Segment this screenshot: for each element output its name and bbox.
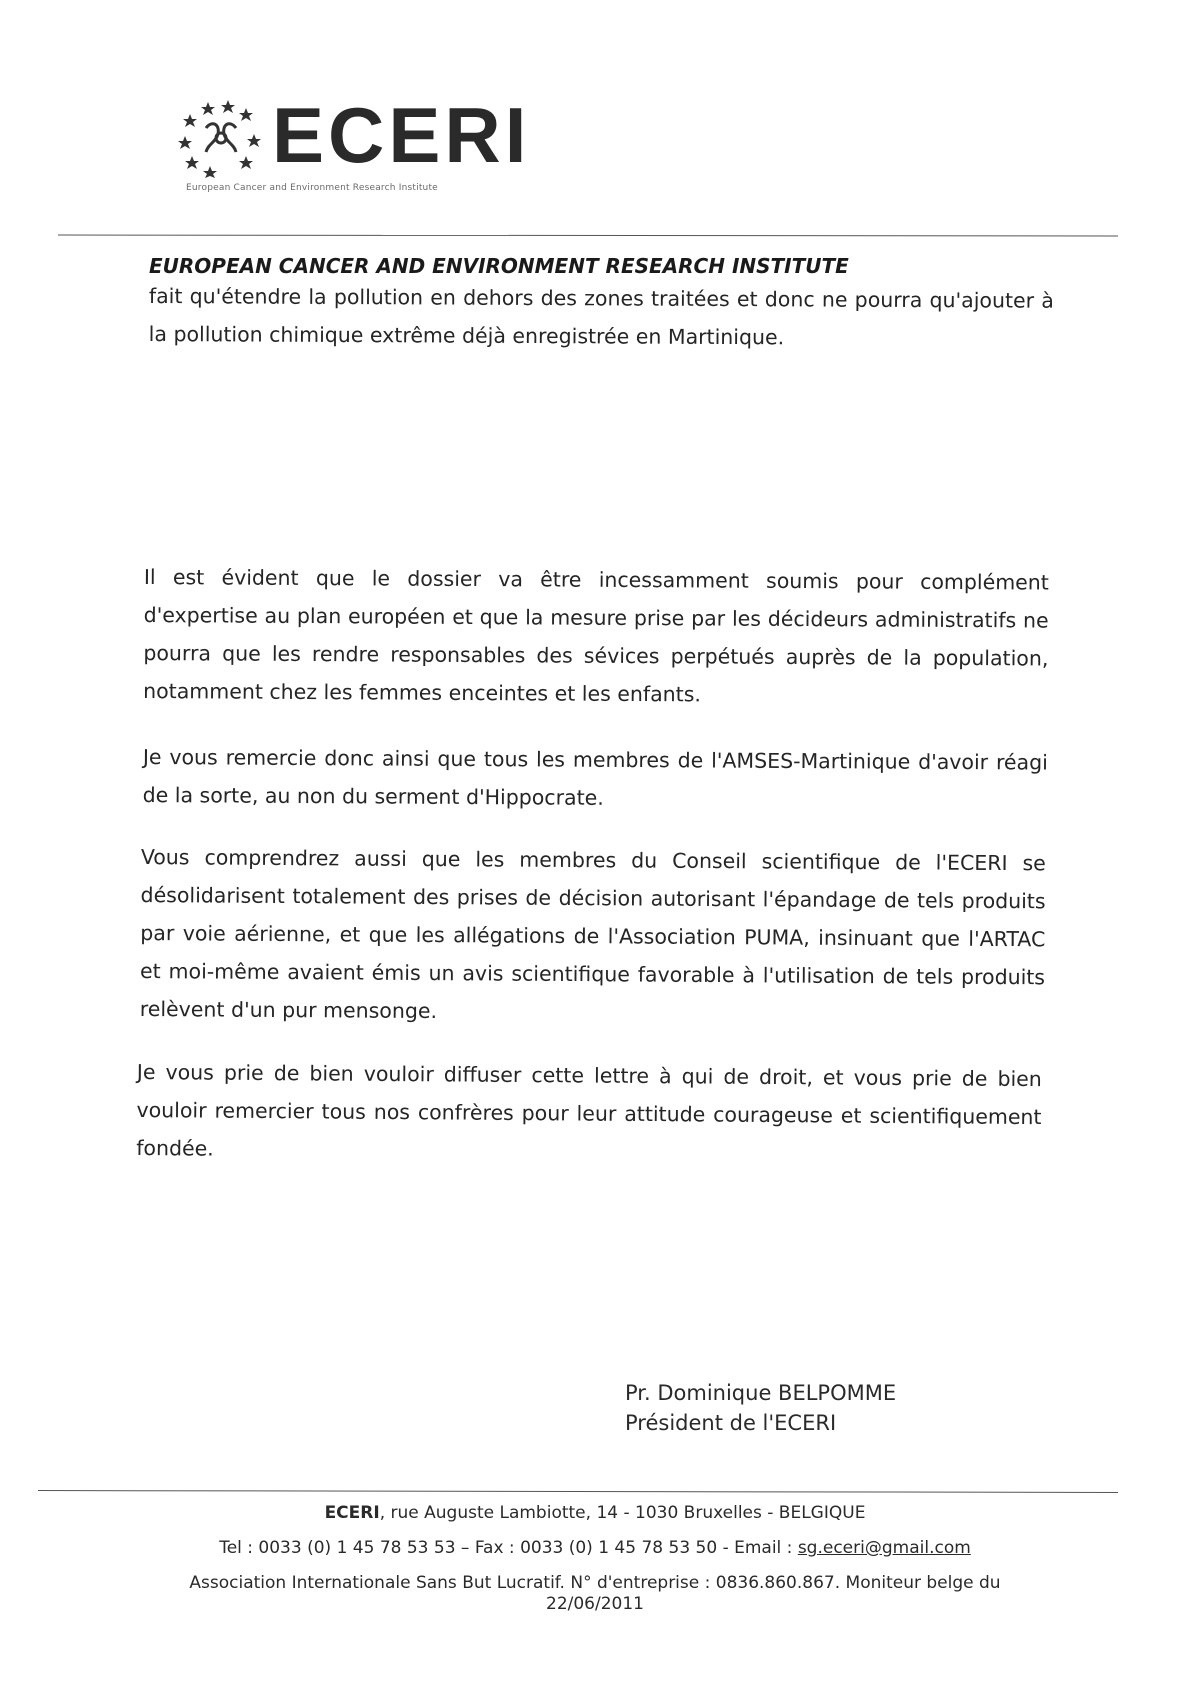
institute-name: EUROPEAN CANCER AND ENVIRONMENT RESEARCH INSTITUTE	[149, 254, 849, 278]
footer-contact	[40, 1538, 1150, 1558]
header-divider	[58, 235, 1118, 237]
paragraph-text: fait qu'étendre la pollution en dehors des zones traitées et donc ne pourra qu'ajouter à la pollution chimique extrême déjà enregistrée en Martinique.	[148, 283, 1054, 350]
letter-paragraph-2	[143, 738, 1048, 820]
logo-subtitle: European Cancer and Environment Research Institute	[186, 183, 438, 193]
footer-address	[40, 1503, 1150, 1523]
signature-title: Président de l'ECERI	[625, 1411, 837, 1435]
letter-paragraph-0	[149, 277, 1054, 358]
footer-legal: Association Internationale Sans But Lucratif. N° d'entreprise : 0836.860.867. Moniteur belge du	[189, 1573, 1001, 1593]
letter-paragraph-4	[136, 1053, 1042, 1174]
signature-block	[625, 1378, 896, 1438]
footer-divider	[38, 1490, 1118, 1493]
footer-email-link[interactable]: sg.eceri@gmail.com	[797, 1538, 971, 1558]
footer-contact-text: Tel : 0033 (0) 1 45 78 53 53 – Fax : 0033 (0) 1 45 78 53 50 - Email :	[219, 1538, 798, 1558]
letter-paragraph-3	[140, 838, 1046, 1034]
paragraph-text: Il est évident que le dossier va être incessamment soumis pour complément d'expertise au plan européen et que la mesure prise par les décideurs administratifs ne pourra que les rendre responsables des sévices perpétués auprès de la population, notamment chez les femmes enceintes et les enfants.	[143, 564, 1049, 707]
footer-date: 22/06/2011	[546, 1594, 644, 1614]
signature-name: Pr. Dominique BELPOMME	[625, 1381, 897, 1405]
paragraph-text: Je vous remercie donc ainsi que tous les membres de l'AMSES-Martinique d'avoir réagi de la sorte, au non du serment d'Hippocrate.	[142, 744, 1048, 810]
logo-wordmark: ECERI	[272, 91, 531, 179]
paragraph-text: Je vous prie de bien vouloir diffuser cette lettre à qui de droit, et vous prie de bien vouloir remercier tous nos confrères pour leur attitude courageuse et scientifiquement fondée.	[136, 1059, 1042, 1161]
paragraph-text: Vous comprendrez aussi que les membres du Conseil scientifique de l'ECERI se désolidarisent totalement des prises de décision autorisant l'épandage de tels produits par voie aérienne, et que les allégations de l'Association PUMA, insinuant que l'ARTAC et moi-même avaient émis un avis scientifique favorable à l'utilisation de tels produits relèvent d'un pur mensonge.	[139, 844, 1046, 1024]
footer-address-text: , rue Auguste Lambiotte, 14 - 1030 Bruxelles - BELGIQUE	[379, 1503, 866, 1523]
eceri-emblem-icon	[178, 98, 268, 178]
footer-org: ECERI	[324, 1503, 380, 1523]
letter-paragraph-1	[143, 558, 1049, 716]
